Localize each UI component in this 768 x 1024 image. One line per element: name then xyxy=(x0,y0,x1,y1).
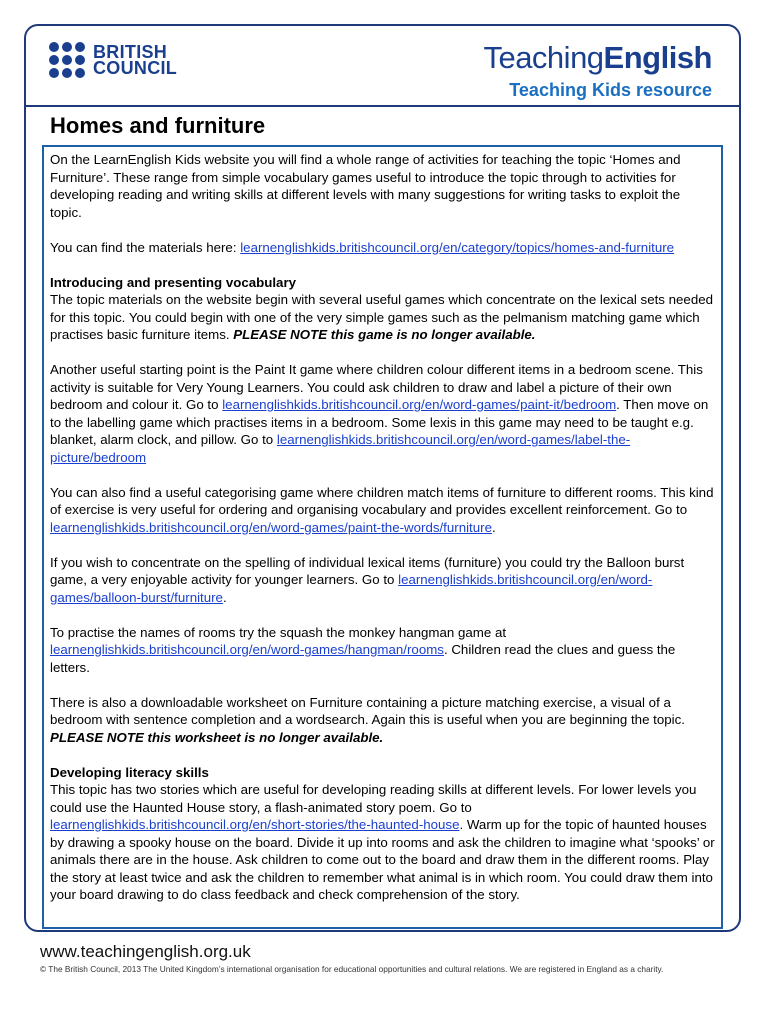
balloon-paragraph: If you wish to concentrate on the spelling of individual lexical items (furniture) you could try the Balloon burst game, a very enjoyable activity for younger learners. Go to learnenglishkids.britishcouncil.org/en/word-games/balloon-burst/furniture. xyxy=(50,554,685,605)
section-heading-literacy: Developing literacy skills xyxy=(50,764,209,780)
footer-copyright: © The British Council, 2013 The United Kingdom’s international organisation for educational opportunities and cultural relations. We are registered in England as a charity. xyxy=(40,964,664,974)
footer-url[interactable]: www.teachingenglish.org.uk xyxy=(40,942,251,961)
content-box xyxy=(42,145,723,929)
paint-the-words-link[interactable]: learnenglishkids.britishcouncil.org/en/word-games/paint-the-words/furniture xyxy=(50,519,492,535)
intro-paragraph: On the LearnEnglish Kids website you will find a whole range of activities for teaching the topic ‘Homes and Furniture’. These range from simple vocabulary games useful to introduce the topic through to activities for developing reading and writing skills at different levels with many suggestions for writing tasks to exploit the topic. xyxy=(50,152,681,220)
balloon-burst-link[interactable]: learnenglishkids.britishcouncil.org/en/word-games/balloon-burst/furniture xyxy=(50,572,653,605)
worksheet-paragraph: There is also a downloadable worksheet on Furniture containing a picture matching exercise, a visual of a bedroom with sentence completion and a wordsearch. Again this is useful when you are beginning the topic. PLEASE NOTE this worksheet is no longer available. xyxy=(50,694,685,745)
materials-link[interactable]: learnenglishkids.britishcouncil.org/en/category/topics/homes-and-furniture xyxy=(240,239,675,255)
teaching-english-brand xyxy=(483,40,712,101)
logo-dots-icon xyxy=(49,42,87,78)
header-divider xyxy=(24,105,741,107)
british-council-logo[interactable] xyxy=(49,42,177,78)
logo-text: BRITISH COUNCIL xyxy=(93,42,178,78)
page-title: Homes and furniture xyxy=(50,113,266,138)
brand-name: TeachingEnglish xyxy=(483,40,712,75)
paint-it-link[interactable]: learnenglishkids.britishcouncil.org/en/word-games/paint-it/bedroom xyxy=(222,397,617,412)
paint-it-paragraph: Another useful starting point is the Paint It game where children colour different items in a bedroom scene. This activity is suitable for Very Young Learners. You could ask children to draw and label a picture of their own bedroom and colour it. Go to learnenglishkids.britishcouncil.org/en/word-games/paint-it/bedroom. Then move on to the labelling game which practises items in a bedroom. Some lexis in this game may need to be taught e.g. blanket, alarm clock, and pillow. Go to learnenglishkids.britishcouncil.org/en/word-games/label-the-picture/bedroom xyxy=(50,362,709,465)
vocabulary-paragraph: The topic materials on the website begin with several useful games which concentrate on the lexical sets needed for this topic. You could begin with one of the very simple games such as the pelmanism matching game which practises basic furniture items. PLEASE NOTE this game is no longer available. xyxy=(50,292,714,342)
label-picture-link[interactable]: learnenglishkids.britishcouncil.org/en/word-games/label-the-picture/bedroom xyxy=(50,432,631,465)
section-heading-vocabulary: Introducing and presenting vocabulary xyxy=(50,274,297,290)
brand-subtitle: Teaching Kids resource xyxy=(509,80,712,100)
hangman-link[interactable]: learnenglishkids.britishcouncil.org/en/word-games/hangman/rooms xyxy=(50,642,444,657)
hangman-paragraph: To practise the names of rooms try the squash the monkey hangman game at learnenglishkids.britishcouncil.org/en/word-games/hangman/rooms. Children read the clues and guess the letters. xyxy=(50,624,676,675)
haunted-house-link[interactable]: learnenglishkids.britishcouncil.org/en/short-stories/the-haunted-house xyxy=(50,817,460,832)
categorise-paragraph: You can also find a useful categorising game where children match items of furniture to different rooms. This kind of exercise is very useful for ordering and organising vocabulary and provides excellent reinforcement. Go to learnenglishkids.britishcouncil.org/en/word-games/paint-the-words/furniture. xyxy=(50,484,714,535)
materials-paragraph: You can find the materials here: learnenglishkids.britishcouncil.org/en/category/topics/homes-and-furniture xyxy=(50,239,675,255)
literacy-paragraph: This topic has two stories which are useful for developing reading skills at different levels. For lower levels you could use the Haunted House story, a flash-animated story poem. Go to learnenglishkids.britishcouncil.org/en/short-stories/the-haunted-house. Warm up for the topic of haunted houses by drawing a spooky house on the board. Divide it up into rooms and ask the children to imagine what ‘spooks’ or animals there are in the house. Ask children to come out to the board and draw them in the different rooms. Play the story at least twice and ask the children to remember what animal is in which room. You could draw them into your board drawing to do class feedback and check comprehension of the story. xyxy=(50,782,715,902)
